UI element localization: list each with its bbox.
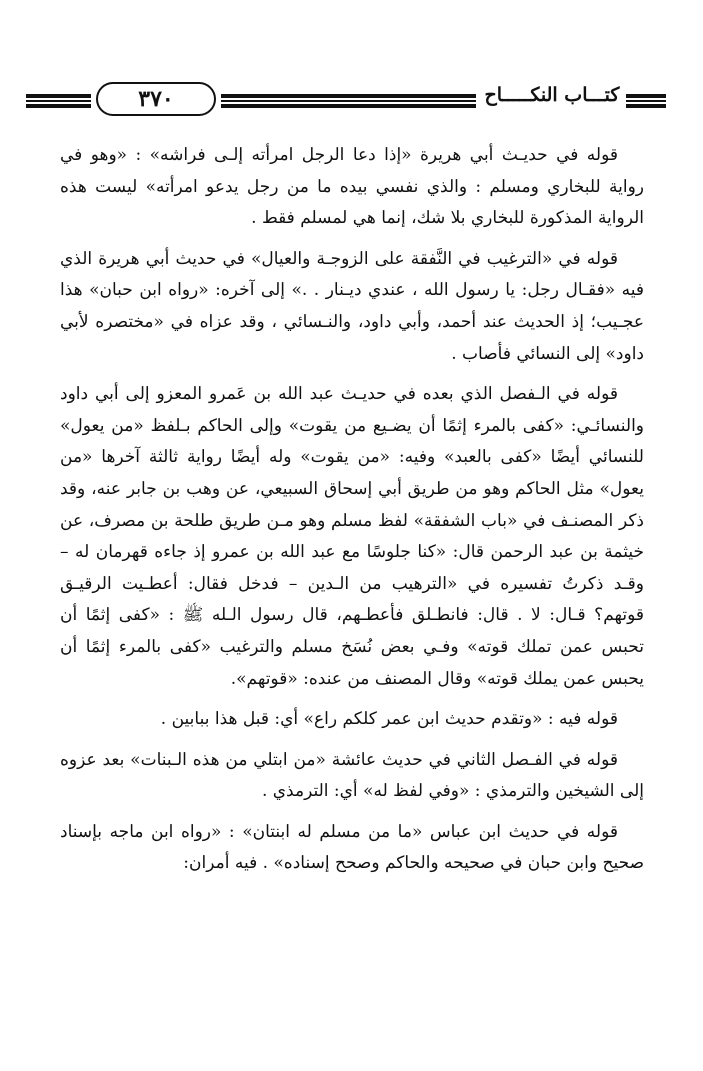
paragraph: قوله في الفـصل الثاني في حديث عائشة «من ابتلي من هذه الـبنات» بعد عزوه إلى الشيخين والترمذي : «وفي لفظ له» أي: الترمذي . xyxy=(60,749,644,802)
page-header xyxy=(26,80,666,120)
paragraph: قوله في حديـث أبي هريرة «إذا دعا الرجل امرأته إلـى فراشه» : «وهو في رواية للبخاري ومسلم : والذي نفسي بيده ما من رجل يدعو امرأته» ليست هذه الرواية المذكورة للبخاري بلا شك، إنما هي لمسلم فقط . xyxy=(60,145,644,229)
page-number: ٣٧٠ xyxy=(96,82,216,116)
header-rule-right xyxy=(626,94,666,108)
header-rule-left xyxy=(26,94,91,108)
paragraph: قوله في الـفصل الذي بعده في حديـث عبد الله بن عَمرو المعزو إلى أبي داود والنسائـي: «كفى بالمرء إثمًا أن يضـيع من يقوت» وإلى الحاكم بـلفظ «من يعول» للنسائي أيضًا «كفى بالعبد» وفيه: «من يقوت» وله أيضًا رواية ثالثة آخرها «من يعول» مثل الحاكم وهو من طريق أبي إسحاق السبيعي، عن وهب بن جابر عنه، وقد ذكر المصنـف في «باب الشفقة» لفظ مسلم وهو مـن طريق طلحة بن مصرف، عن خيثمة بن عبد الرحمن قال: «كنا جلوسًا مع عبد الله بن عمرو إذ جاءه قهرمان له – وقـد ذكرتُ تفسيره في «الترهيب من الـدين – فدخل فقال: أعطـيت الرقيـق قوتهم؟ قـال: لا . قال: فانطـلق فأعطـهم، قال رسول الـله ﷺ : «كفى إثمًا أن تحبس عمن تملك قوته» وفـي بعض نُسَخ مسلم والترغيب «كفى بالمرء إثمًا أن يحبس عمن يملك قوته» وقال المصنف من عنده: «قوتهم». xyxy=(60,384,644,689)
page-body xyxy=(60,140,644,889)
paragraph: قوله في حديث ابن عباس «ما من مسلم له ابنتان» : «رواه ابن ماجه بإسناد صحيح وابن حبان في صحيحه والحاكم وصحح إسناده» . فيه أمران: xyxy=(60,821,644,874)
header-rule-middle xyxy=(221,94,476,108)
book-title: كتـــاب النكـــــاح xyxy=(484,84,620,106)
paragraph: قوله في «الترغيب في النَّفقة على الزوجـة والعيال» في حديث أبي هريرة الذي فيه «فقـال رجل: يا رسول الله ، عندي ديـنار . .» إلى آخره: «رواه ابن حبان» هذا عجـيب؛ إذ الحديث عند أحمد، وأبي داود، والنـسائي ، وقد عزاه في «مختصره لأبي داود» إلى النسائي فأصاب . xyxy=(60,248,644,364)
paragraph: قوله فيه : «وتقدم حديث ابن عمر كلكم راع» أي: قبل هذا ببابين . xyxy=(160,709,618,730)
